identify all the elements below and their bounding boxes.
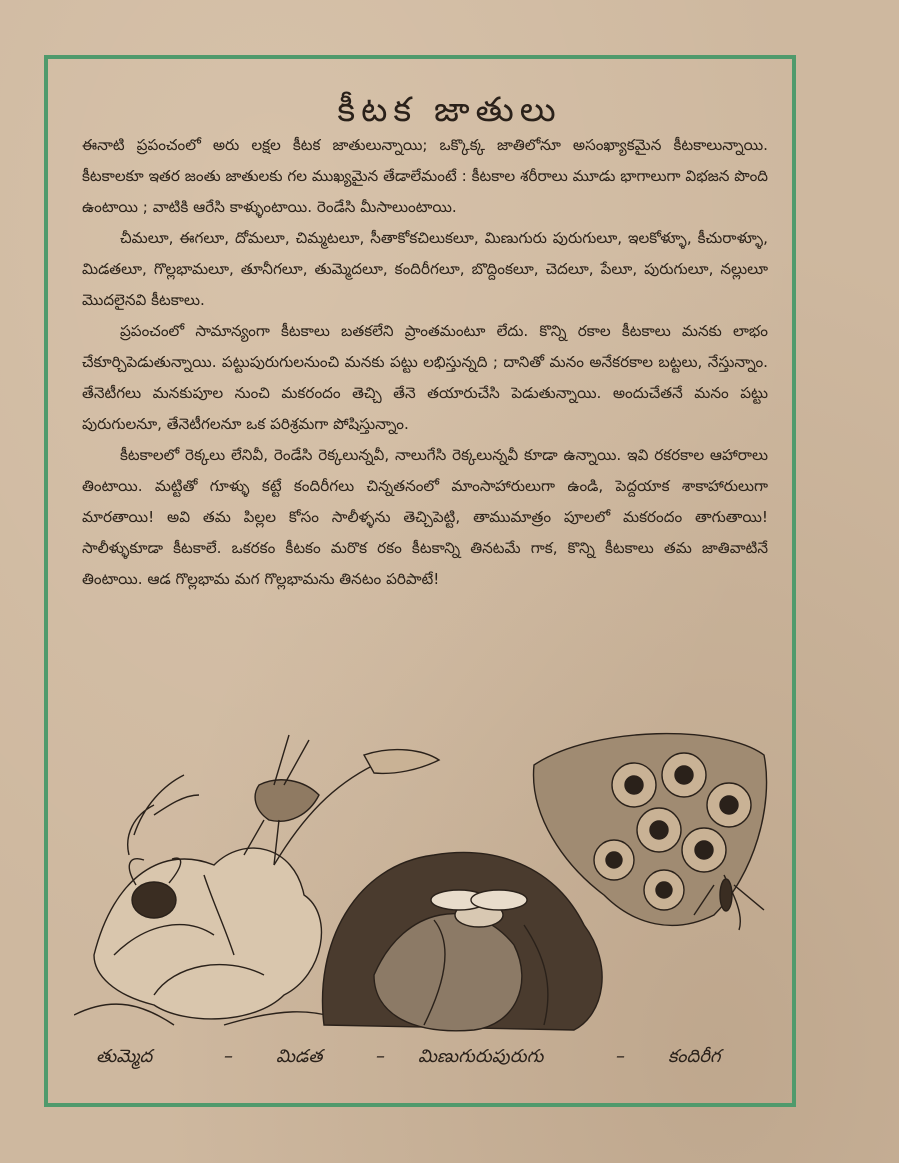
caption-dash: – — [376, 1046, 385, 1067]
insect-illustration — [74, 725, 774, 1035]
caption-wasp: కందిరీగ — [668, 1046, 721, 1067]
paragraph-wings-food: కీటకాలలో రెక్కలు లేనివీ, రెండేసి రెక్కలున్నవీ, నాలుగేసి రెక్కలున్నవీ కూడా ఉన్నాయి. ఇవి రకరకాల ఆహారాలు తింటాయి. మట్టితో గూళ్ళు కట్టే కందిరీగలు చిన్నతనంలో మాంసాహారులుగా ఉండి, పెద్దయాక శాకాహారులుగా మారతాయి! అవి తమ పిల్లల కోసం సాలీళ్ళను తెచ్చిపెట్టి, తాముమాత్రం పూలలో మకరందం తాగుతాయి! సాలీళ్ళుకూడా కీటకాలే. ఒకరకం కీటకం మరొక రకం కీటకాన్ని తినటమే గాక, కొన్ని కీటకాలు తమ జాతివాటినే తింటాయి. ఆడ గొల్లభామ మగ గొల్లభామను తినటం పరిపాటే! — [82, 446, 768, 588]
paragraph-insect-list: చీమలూ, ఈగలూ, దోమలూ, చిమ్మటలూ, సీతాకోకచిలుకలూ, మిణుగురు పురుగులూ, ఇలకోళ్ళూ, కీచురాళ్ళూ, మిడతలూ, గొల్లభామలూ, తూనీగలూ, తుమ్మెదలూ, కందిరీగలూ, బొద్దింకలూ, చెదలూ, పేలూ, పురుగులూ, నల్లులూ మొదలైనవి కీటకాలు. — [82, 229, 768, 309]
caption-dash: – — [616, 1046, 625, 1067]
grasshopper-icon — [244, 735, 439, 865]
firefly-icon — [322, 853, 602, 1031]
paragraph-intro: ఈనాటి ప్రపంచంలో అరు లక్షల కీటక జాతులున్నాయి; ఒక్కొక్క జాతిలోనూ అసంఖ్యాకమైన కీటకాలున్నాయి. కీటకాలకూ ఇతర జంతు జాతులకు గల ముఖ్యమైన తేడాలేమంటే : కీటకాల శరీరాలు మూడు భాగాలుగా విభజన పొంది ఉంటాయి ; వాటికి ఆరేసి కాళ్ళుంటాయి. రెండేసి మీసాలుంటాయి. — [82, 136, 768, 216]
caption-bumblebee: తుమ్మెద — [96, 1046, 153, 1067]
caption-row — [96, 1046, 766, 1076]
caption-dash: – — [224, 1046, 233, 1067]
article-body — [82, 130, 768, 595]
caption-firefly: మిణుగురుపురుగు — [418, 1046, 544, 1067]
paragraph-useful-insects: ప్రపంచంలో సామాన్యంగా కీటకాలు బతకలేని ప్రాంతమంటూ లేదు. కొన్ని రకాల కీటకాలు మనకు లాభం చేకూర్చిపెడుతున్నాయి. పట్టుపురుగులనుంచి మనకు పట్టు లభిస్తున్నది ; దానితో మనం అనేకరకాల బట్టలు, నేస్తున్నాం. తేనెటీగలు మనకుపూల నుంచి మకరందం తెచ్చి తేనె తయారుచేసి పెడుతున్నాయి. అందుచేతనే మనం పట్టు పురుగులనూ, తేనెటీగలనూ ఒక పరిశ్రమగా పోషిస్తున్నాం. — [82, 322, 768, 433]
page-title: కీటక జాతులు — [337, 90, 562, 130]
caption-grasshopper: మిడత — [276, 1046, 323, 1067]
